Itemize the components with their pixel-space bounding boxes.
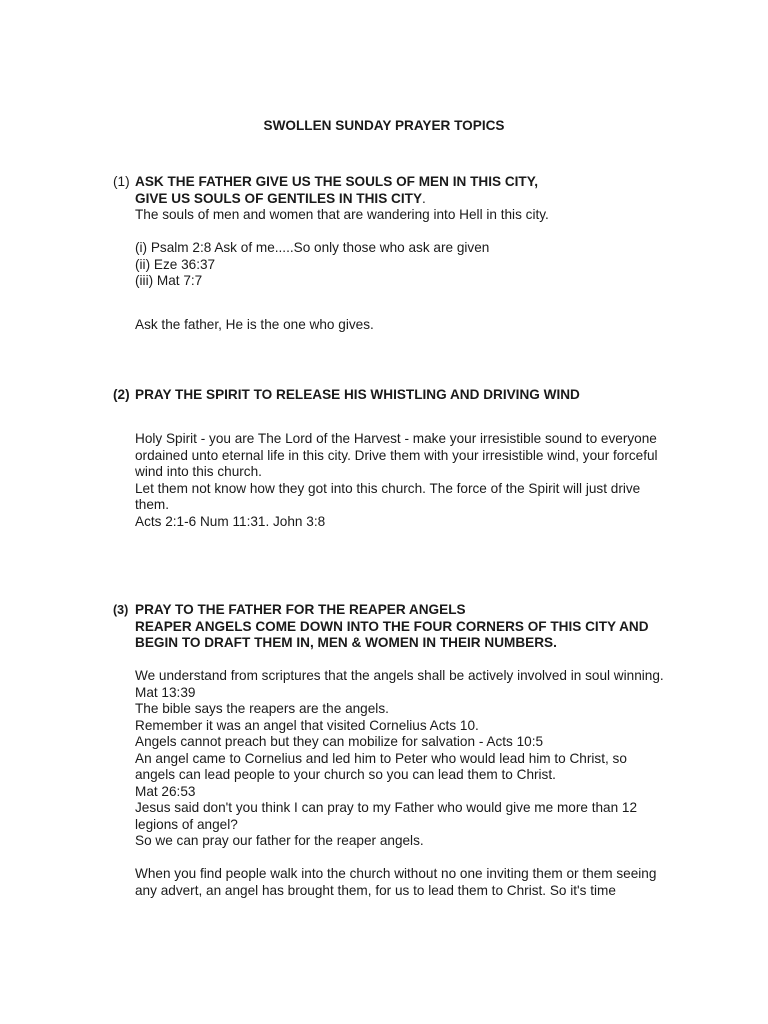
topic-3-line: So we can pray our father for the reaper angels. — [135, 833, 424, 848]
topic-1-closing: Ask the father, He is the one who gives. — [135, 316, 374, 332]
topic-3-line: Jesus said don't you think I can pray to my Father who would give me more than 12 — [135, 800, 638, 815]
topic-2-heading: PRAY THE SPIRIT TO RELEASE HIS WHISTLING AND DRIVING WIND — [135, 387, 580, 402]
topic-3-line: We understand from scriptures that the angels shall be actively involved in soul winning. — [135, 668, 664, 683]
topic-3-line: Mat 26:53 — [135, 783, 196, 799]
topic-2-line: wind into this church. — [135, 464, 262, 479]
topic-2-line: them. — [135, 497, 169, 512]
topic-3 — [135, 602, 695, 899]
topic-1-ref: (iii) Mat 7:7 — [135, 273, 203, 288]
topic-2-line: ordained unto eternal life in this city. Drive them with your irresistible wind, your forceful — [135, 447, 658, 463]
topic-3-line: An angel came to Cornelius and led him to Peter who would lead him to Christ, so — [135, 750, 627, 766]
topic-1-ref: (i) Psalm 2:8 Ask of me.....So only those who ask are given — [135, 240, 490, 255]
topic-3-line: Angels cannot preach but they can mobilize for salvation - Acts 10:5 — [135, 734, 544, 749]
topic-1-heading-line-1: ASK THE FATHER GIVE US THE SOULS OF MEN IN THIS CITY, — [135, 174, 539, 189]
topic-1 — [135, 174, 695, 333]
topic-2-line: Acts 2:1-6 Num 11:31. John 3:8 — [135, 513, 326, 529]
topic-3-final-line: any advert, an angel has brought them, for us to lead them to Christ. So it's time — [135, 882, 616, 898]
topic-1-number: (1) — [113, 174, 130, 189]
topic-3-number: (3) — [113, 603, 129, 617]
page-title: SWOLLEN SUNDAY PRAYER TOPICS — [263, 118, 505, 133]
topic-2 — [135, 387, 695, 404]
topic-1-heading-line-2: GIVE US SOULS OF GENTILES IN THIS CITY — [135, 190, 423, 206]
topic-3-line: angels can lead people to your church so you can lead them to Christ. — [135, 767, 556, 782]
topic-1-heading-period: . — [422, 190, 426, 206]
topic-2-number: (2) — [113, 387, 130, 402]
topic-3-line: The bible says the reapers are the angels. — [135, 701, 389, 716]
topic-3-line: Remember it was an angel that visited Cornelius Acts 10. — [135, 717, 479, 733]
topic-3-line: legions of angel? — [135, 816, 238, 832]
topic-3-line: Mat 13:39 — [135, 684, 196, 700]
topic-3-heading-line: PRAY TO THE FATHER FOR THE REAPER ANGELS — [135, 602, 466, 617]
topic-2-line: Let them not know how they got into this church. The force of the Spirit will just drive — [135, 480, 641, 496]
topic-2-line: Holy Spirit - you are The Lord of the Harvest - make your irresistible sound to everyone — [135, 431, 657, 446]
topic-2-body — [135, 431, 695, 530]
topic-3-heading-line: BEGIN TO DRAFT THEM IN, MEN & WOMEN IN THEIR NUMBERS. — [135, 635, 557, 650]
topic-3-heading-line: REAPER ANGELS COME DOWN INTO THE FOUR CORNERS OF THIS CITY AND — [135, 618, 649, 634]
topic-1-ref: (ii) Eze 36:37 — [135, 256, 216, 272]
topic-3-final-line: When you find people walk into the church without no one inviting them or them seeing — [135, 866, 657, 881]
topic-1-description: The souls of men and women that are wandering into Hell in this city. — [135, 207, 549, 222]
